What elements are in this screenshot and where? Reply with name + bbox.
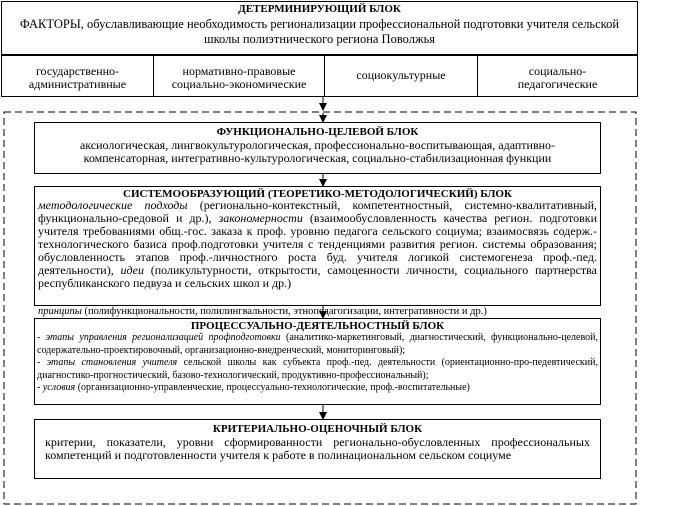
factor-label: государственно-административные: [28, 64, 127, 91]
process-block-title: ПРОЦЕССУАЛЬНО-ДЕЯТЕЛЬНОСТНЫЙ БЛОК: [190, 320, 445, 332]
factor-label: социально-педагогические: [517, 64, 598, 91]
stages-mgmt-text: (аналитико-маркетинговый, диагностический, функционально-целевой, содержательно-проектировочный, организационно-внедренческий, мониторинговый);: [37, 332, 598, 356]
stages-dev-text: сельской школы как субъекта проф.-пед. деятельности (ориентационно-про-педевтический, диагностико-прогностический, базово-технологический, продуктивно-профессиональный);: [37, 357, 598, 381]
process-block: [34, 318, 601, 405]
criteria-block: [34, 419, 601, 479]
conditions-text: (организационно-управленческие, процессуально-технологические, проф.-воспитательные): [75, 382, 470, 393]
criteria-block-text: критерии, показатели, уровни сформированности регионально-обусловленных профессиональных компетенций и подготовленности учителя к работе в полинациональном сельском социуме: [45, 435, 590, 462]
ideas-label: идеи: [120, 263, 144, 277]
factors-description: , обуславливающие необходимость регионализации профессиональной подготовки учителя сельской школы полиэтнического региона Поволжья: [80, 17, 620, 46]
approaches-label: методологические подходы: [38, 198, 188, 212]
laws-label: закономерности: [218, 211, 303, 225]
dash-marker: -: [37, 382, 43, 393]
dash-marker: -: [37, 357, 47, 368]
functional-block-title: ФУНКЦИОНАЛЬНО-ЦЕЛЕВОЙ БЛОК: [216, 126, 419, 138]
stages-dev-label: этапы становления учителя: [46, 357, 178, 368]
process-block-text: [35, 332, 600, 395]
ideas-text: (поликультурности, открытости, самоценности личности, социального партнерства республиканского педвуза и сельских школ и др.): [38, 263, 597, 290]
functional-block-text: аксиологическая, лингвокультурологическая, профессионально-воспитывающая, адаптивно-компенсаторная, интегративно-культурологическая, социально-стабилизационная функции: [79, 138, 556, 165]
determining-block-title: ДЕТЕРМИНИРУЮЩИЙ БЛОК: [238, 3, 401, 15]
factor-label: социокультурные: [356, 68, 446, 82]
conditions-label: условия: [42, 382, 76, 393]
approaches-text: (регионально-контекстный, компетентностный, системно-квалитативный, функционально-средовой и др.),: [38, 198, 597, 225]
system-block-text: [35, 199, 600, 290]
functional-block: [34, 122, 601, 174]
dash-marker: -: [37, 332, 46, 343]
system-block-title: СИСТЕМООБРАЗУЮЩИЙ (ТЕОРЕТИКО-МЕТОДОЛОГИЧЕСКИЙ) БЛОК: [123, 188, 512, 200]
principles-text: (полифункциональности, полилингвальности, этнопедагогизации, интегративности и др.): [81, 306, 487, 317]
laws-text: (взаимообусловленность качества регион. подготовки учителя требованиями общ.-гос. заказа к проф. уровню педагога сельского социума; взаимосвязь содерж.-технологического базиса проф.подготовки учителя с тенденциями развития регион. системы образования; обусловленность этапов проф.-личностного роста буд. учителя логикой системогенеза проф.-пед. деятельности),: [38, 211, 598, 277]
criteria-block-title: КРИТЕРИАЛЬНО-ОЦЕНОЧНЫЙ БЛОК: [212, 423, 423, 435]
system-block: [34, 186, 601, 306]
factors-lead: ФАКТОРЫ: [19, 17, 81, 31]
stages-mgmt-label: этапы управления регионализацией профподготовки: [45, 332, 281, 343]
principles-label: принципы: [38, 306, 82, 317]
factor-label: нормативно-правовые социально-экономические: [171, 64, 307, 91]
